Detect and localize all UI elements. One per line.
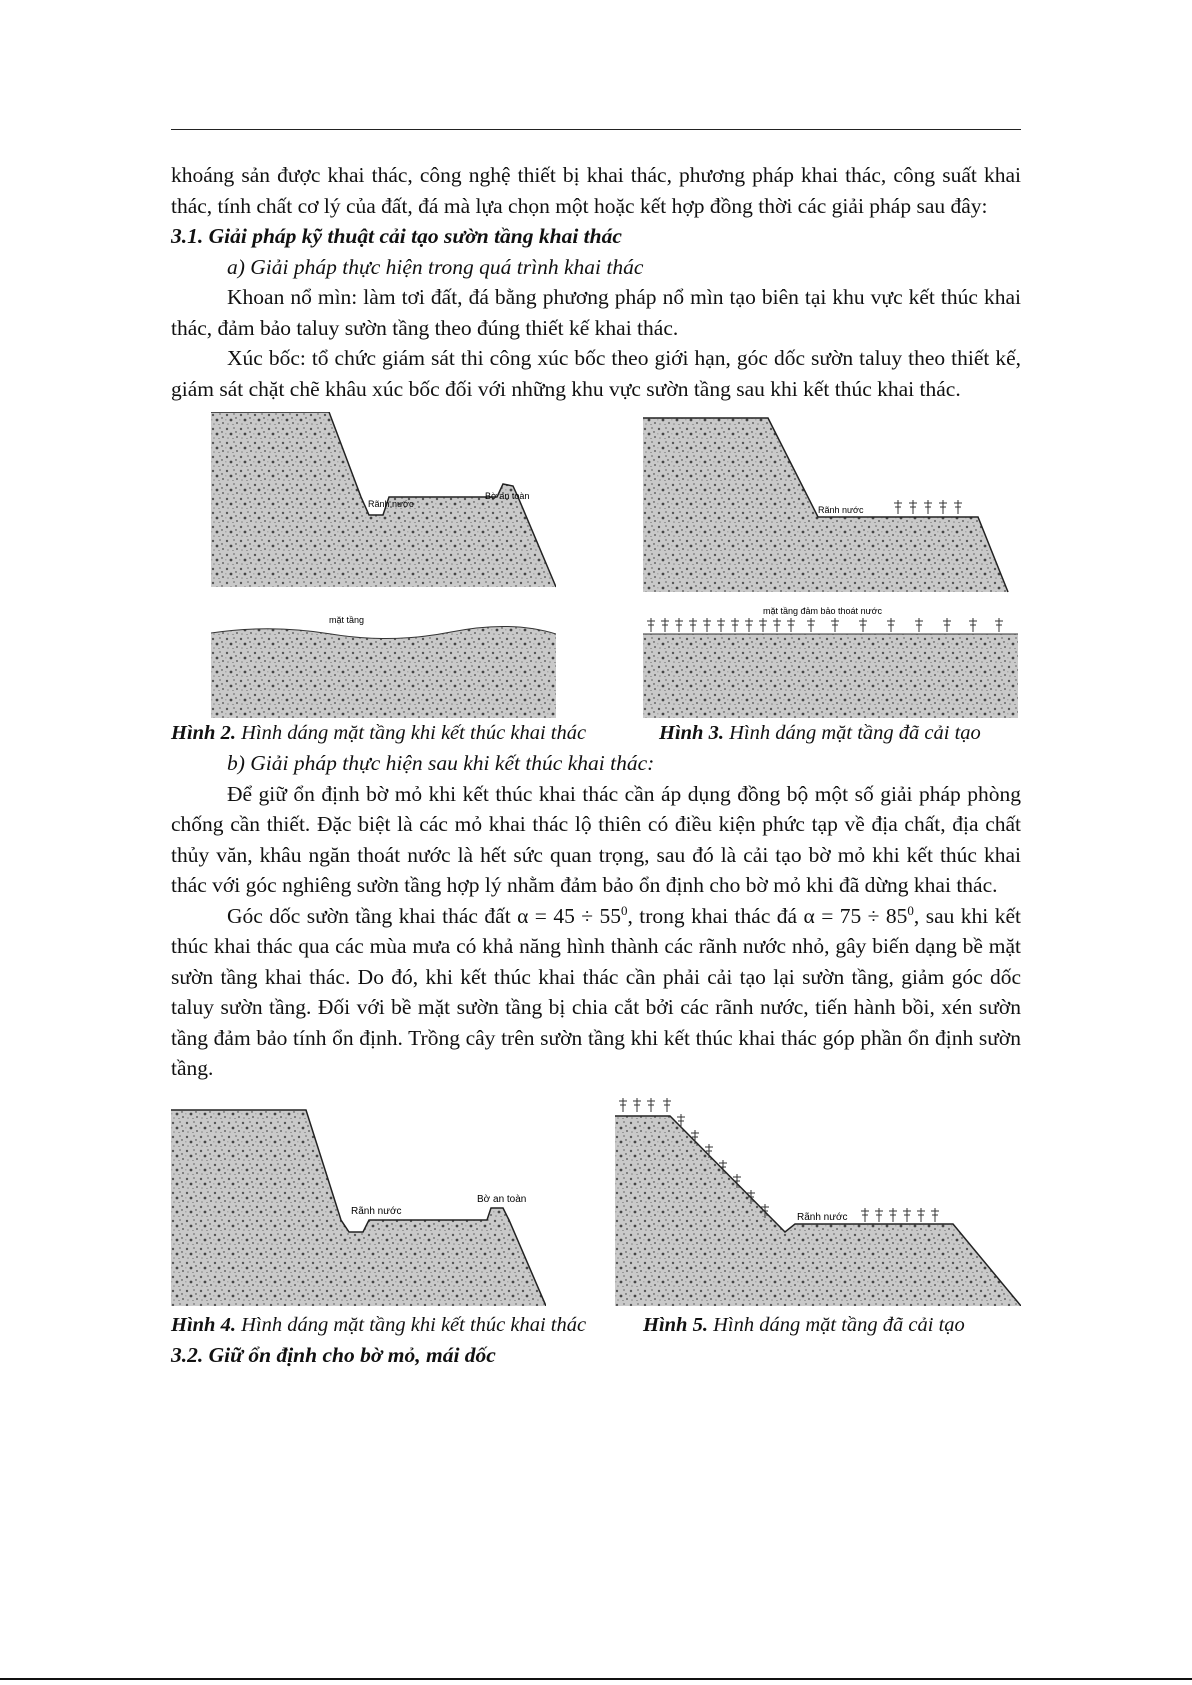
paragraph-khoan-no-min: Khoan nổ mìn: làm tơi đất, đá bằng phương pháp nổ mìn tạo biên tại khu vực kết thúc khai thác, đảm bảo taluy sườn tầng theo đúng thiết kế khai thác. — [171, 285, 1021, 340]
fig4-label-bo: Bờ an toàn — [477, 1193, 527, 1205]
fig5-label-ranh: Rãnh nước — [797, 1211, 848, 1223]
page-body — [171, 160, 1021, 1370]
caption-row-2-3 — [171, 718, 1021, 748]
caption-figure-2: Hình 2. Hình dáng mặt tầng khi kết thúc khai thác — [171, 722, 587, 744]
paragraph-de-giu: Để giữ ổn định bờ mỏ khi kết thúc khai thác cần áp dụng đồng bộ một số giải pháp phòng chống cần thiết. Đặc biệt là các mỏ khai thác lộ thiên có điều kiện phức tạp về địa chất, địa chất thủy văn, khâu ngăn thoát nước là hết sức quan trọng, sau đó là cải tạo bờ mỏ khi kết thúc khai thác với góc nghiêng sườn tầng hợp lý nhằm đảm bảo ổn định cho bờ mỏ khi đã dừng khai thác. — [171, 781, 1021, 897]
caption-figure-5: Hình 5. Hình dáng mặt tầng đã cải tạo — [643, 1313, 965, 1336]
caption-figure-4: Hình 4. Hình dáng mặt tầng khi kết thúc khai thác — [171, 1313, 587, 1336]
caption-figure-3: Hình 3. Hình dáng mặt tầng đã cải tạo — [659, 722, 981, 744]
fig4-label-ranh: Rãnh nước — [351, 1205, 402, 1217]
figure-3 — [643, 412, 1018, 718]
figure-row-4-5 — [171, 1088, 1021, 1310]
section-heading-3-2: 3.2. Giữ ổn định cho bờ mỏ, mái dốc — [171, 1342, 496, 1367]
section-heading-3-1: 3.1. Giải pháp kỹ thuật cải tạo sườn tầng khai thác — [171, 224, 622, 248]
fig2-label-bo: Bờ an toàn — [485, 491, 530, 501]
paragraph-intro: khoáng sản được khai thác, công nghệ thiết bị khai thác, phương pháp khai thác, công suất khai thác, tính chất cơ lý của đất, đá mà lựa chọn một hoặc kết hợp đồng thời các giải pháp sau đây: — [171, 163, 1021, 218]
paragraph-goc-doc: Góc dốc sườn tầng khai thác đất $\alpha = 45 \div 55^0$, trong khai thác đá $\alpha = 75 \div 85^0$, sau khi kết thúc khai thác qua các mùa mưa có khả năng hình thành các rãnh nước nhỏ, gây biến dạng bề mặt sườn tầng khai thác. Do đó, khi kết thúc khai thác cần phải cải tạo lại sườn tầng, giảm góc dốc taluy sườn tầng. Đối với bề mặt sườn tầng bị chia cắt bởi các rãnh nước, tiến hành bồi, xén sườn tầng đảm bảo tính ổn định. Trồng cây trên sườn tầng khi kết thúc khai thác góp phần ổn định sườn tầng. — [171, 902, 1021, 1080]
fig3-label-ranh: Rãnh nước — [818, 505, 864, 515]
subheading-b: b) Giải pháp thực hiện sau khi kết thúc khai thác: — [227, 751, 655, 775]
paragraph-xuc-boc: Xúc bốc: tổ chức giám sát thi công xúc bốc theo giới hạn, góc dốc sườn taluy theo thiết kế, giám sát chặt chẽ khâu xúc bốc đối với những khu vực sườn tầng sau khi kết thúc khai thác. — [171, 346, 1021, 401]
figure-row-2-3 — [171, 408, 1021, 718]
figure-5 — [615, 1092, 1021, 1306]
header-rule — [171, 129, 1021, 130]
fig2-label-mat: mặt tầng — [329, 615, 365, 625]
caption-row-4-5 — [171, 1310, 1021, 1340]
figure-2 — [211, 412, 556, 718]
footer-rule — [0, 1678, 1192, 1680]
fig2-label-ranh: Rãnh nước — [368, 499, 414, 509]
fig3-label-mat: mặt tầng đảm bảo thoát nước — [763, 606, 882, 616]
figure-4 — [171, 1092, 546, 1306]
subheading-a: a) Giải pháp thực hiện trong quá trình khai thác — [227, 254, 644, 279]
